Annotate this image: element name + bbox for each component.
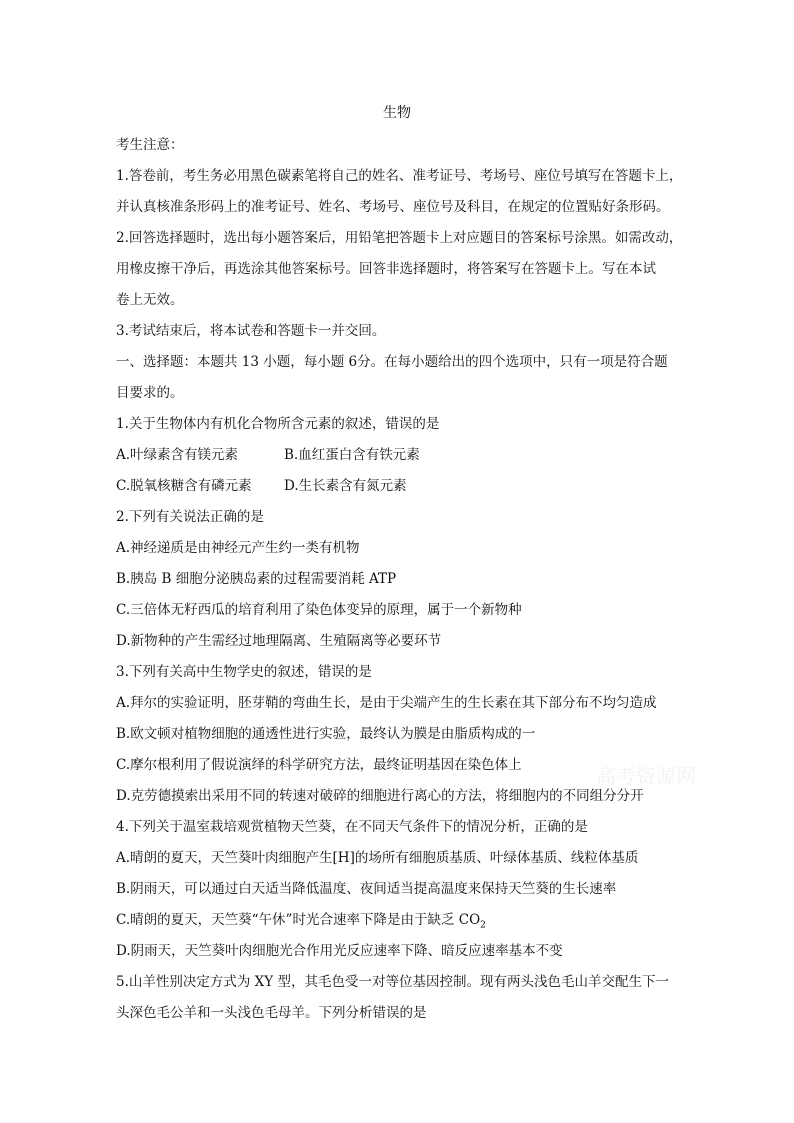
section-heading-cont: 目要求的。	[116, 385, 184, 401]
notice-line: 卷上无效。	[116, 292, 184, 308]
option-c	[116, 911, 686, 929]
option-c: C.脱氧核糖含有磷元素	[116, 478, 252, 494]
notice-line: 并认真核准条形码上的准考证号、姓名、考场号、座位号及科目，在规定的位置贴好条形码。	[116, 199, 670, 215]
option-a: A.晴朗的夏天，天竺葵叶肉细胞产生[H]的场所有细胞质基质、叶绿体基质、线粒体基质	[116, 850, 639, 866]
question-1-options-cd	[116, 477, 686, 495]
question-4-stem: 4.下列关于温室栽培观赏植物天竺葵，在不同天气条件下的情况分析，正确的是	[116, 819, 588, 835]
option-c: C.三倍体无籽西瓜的培育利用了染色体变异的原理，属于一个新物种	[116, 602, 522, 618]
notice-line: 用橡皮擦干净后，再选涂其他答案标号。回答非选择题时，将答案写在答题卡上。写在本试	[116, 261, 656, 277]
question-5-stem: 5.山羊性别决定方式为 XY 型，其毛色受一对等位基因控制。现有两头浅色毛山羊交配生下一	[116, 974, 669, 990]
co2-subscript: 2	[480, 920, 486, 929]
page-title: 生物	[383, 105, 411, 121]
notice-line: 3.考试结束后，将本试卷和答题卡一并交回。	[116, 323, 386, 339]
notice-line: 2.回答选择题时，选出每小题答案后，用铅笔把答题卡上对应题目的答案标号涂黑。如需改动，	[116, 230, 683, 246]
option-a: A.拜尔的实验证明，胚芽鞘的弯曲生长，是由于尖端产生的生长素在其下部分布不均匀造成	[116, 695, 657, 711]
option-b: B.胰岛 B 细胞分泌胰岛素的过程需要消耗 ATP	[116, 571, 397, 587]
question-3-stem: 3.下列有关高中生物学史的叙述，错误的是	[116, 664, 372, 680]
option-d: D.克劳德摸索出采用不同的转速对破碎的细胞进行离心的方法，将细胞内的不同组分分开	[116, 788, 644, 804]
question-2-stem: 2.下列有关说法正确的是	[116, 509, 264, 525]
question-1-stem: 1.关于生物体内有机化合物所含元素的叙述，错误的是	[116, 416, 440, 432]
option-c-text: C.晴朗的夏天，天竺葵“午休”时光合速率下降是由于缺乏 CO	[116, 912, 481, 928]
notice-heading: 考生注意：	[116, 137, 184, 153]
option-c: C.摩尔根利用了假说演绎的科学研究方法，最终证明基因在染色体上	[116, 757, 522, 773]
option-d: D.生长素含有氮元素	[284, 478, 407, 494]
notice-line: 1.答卷前，考生务必用黑色碳素笔将自己的姓名、准考证号、考场号、座位号填写在答题卡上，	[116, 168, 683, 184]
option-b: B.欧文顿对植物细胞的通透性进行实验，最终认为膜是由脂质构成的一	[116, 726, 536, 742]
section-heading: 一、选择题：本题共 13 小题，每小题 6分。在每小题给出的四个选项中，只有一项是符合题	[116, 354, 668, 370]
option-b: B.阴雨天，可以通过白天适当降低温度、夜间适当提高温度来保持天竺葵的生长速率	[116, 881, 617, 897]
watermark: 高考资源网	[596, 764, 696, 788]
option-b: B.血红蛋白含有铁元素	[284, 447, 420, 463]
question-1-options-ab	[116, 446, 686, 464]
option-a: A.神经递质是由神经元产生约一类有机物	[116, 540, 360, 556]
option-d: D.新物种的产生需经过地理隔离、生殖隔离等必要环节	[116, 633, 442, 649]
option-d: D.阴雨天，天竺葵叶肉细胞光合作用光反应速率下降、暗反应速率基本不变	[116, 943, 563, 959]
question-5-stem-cont: 头深色毛公羊和一头浅色毛母羊。下列分析错误的是	[116, 1005, 427, 1021]
option-a: A.叶绿素含有镁元素	[116, 447, 239, 463]
